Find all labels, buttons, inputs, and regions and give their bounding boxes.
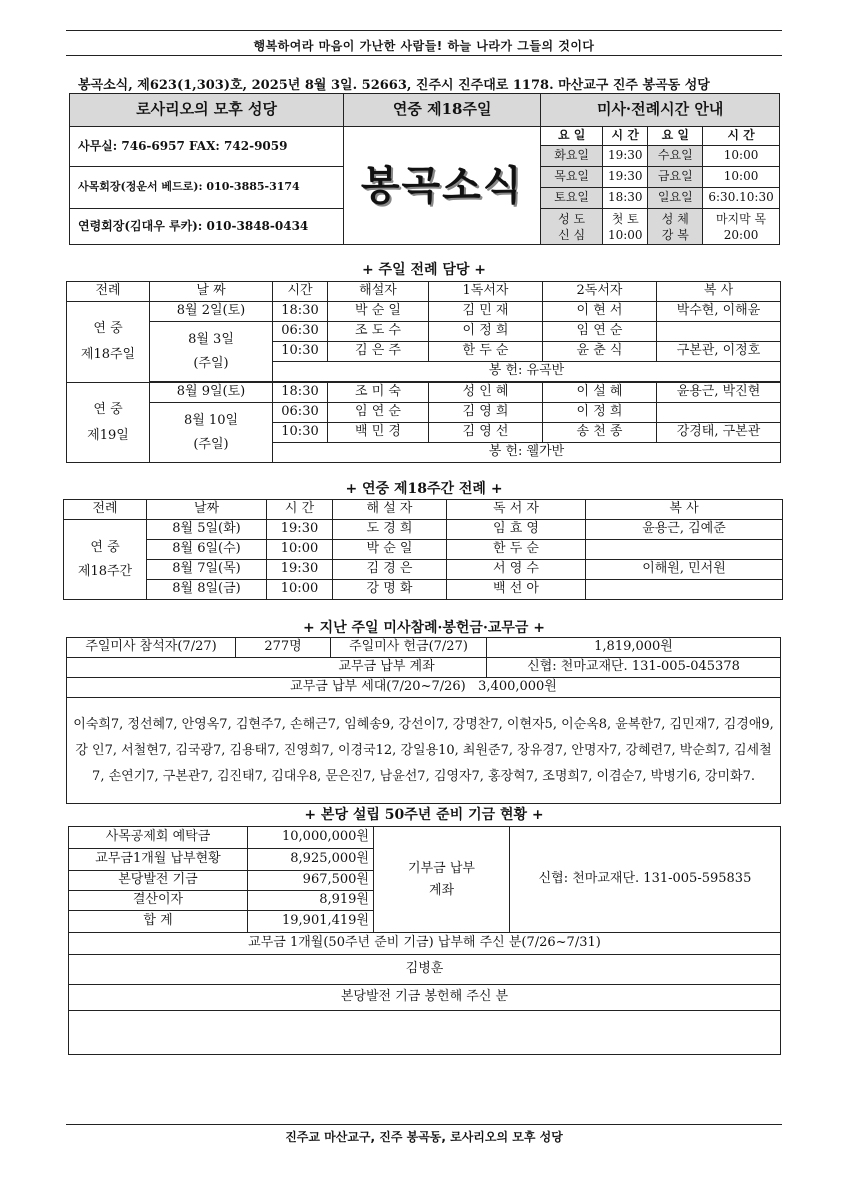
col-commentator: 해 설 자 bbox=[333, 500, 447, 520]
dues-account-label: 교무금 납부 계좌 bbox=[331, 658, 487, 678]
parish-name: 로사리오의 모후 성당 bbox=[70, 94, 344, 127]
time-cell: 10:30 bbox=[273, 423, 328, 443]
server-cell bbox=[586, 540, 783, 560]
liturgy-line: 제18주간 bbox=[77, 563, 133, 579]
schedule-head-2: 요 일 bbox=[648, 127, 703, 146]
fund-item-label: 교무금1개월 납부현황 bbox=[69, 849, 248, 871]
date-cell bbox=[150, 322, 273, 382]
date-cell: 8월 5일(화) bbox=[147, 520, 267, 540]
server-cell bbox=[657, 322, 781, 342]
col-server: 복 사 bbox=[657, 282, 781, 302]
schedule-time: 10:00 bbox=[703, 146, 780, 167]
liturgy-line: 연 중 bbox=[90, 539, 120, 555]
month-dues-names: 김병훈 bbox=[69, 955, 781, 985]
date-cell: 8월 9일(토) bbox=[150, 383, 273, 403]
reader1-cell: 이 정 희 bbox=[429, 322, 543, 342]
fund-total-value: 19,901,419원 bbox=[248, 911, 374, 933]
schedule-day: 금요일 bbox=[648, 167, 703, 188]
commentator-cell: 강 명 화 bbox=[333, 580, 447, 600]
date-cell: 8월 8일(금) bbox=[147, 580, 267, 600]
schedule-time: 19:30 bbox=[602, 146, 648, 167]
schedule-head-3: 시 간 bbox=[703, 127, 780, 146]
reader-cell: 서 영 수 bbox=[447, 560, 586, 580]
schedule-time: 10:00 bbox=[703, 167, 780, 188]
benediction-line: 마지막 목 bbox=[715, 211, 767, 226]
holy-hour-line: 10:00 bbox=[607, 227, 643, 242]
sunday-section-title: + 주일 전례 담당 + bbox=[361, 262, 487, 278]
schedule-day: 화요일 bbox=[541, 146, 603, 167]
date-line: 8월 10일 bbox=[183, 412, 239, 428]
schedule-day: 목요일 bbox=[541, 167, 603, 188]
reader1-cell: 김 영 선 bbox=[429, 423, 543, 443]
col-time: 시 간 bbox=[267, 500, 333, 520]
reader1-cell: 성 인 혜 bbox=[429, 383, 543, 403]
col-date: 날 짜 bbox=[150, 282, 273, 302]
newsletter-title-text: 봉곡소식 bbox=[360, 161, 524, 209]
liturgy-label bbox=[67, 383, 150, 463]
header-table bbox=[69, 93, 780, 245]
server-cell: 윤용근, 박진현 bbox=[657, 383, 781, 403]
fund-item-label: 결산이자 bbox=[69, 891, 248, 911]
server-cell bbox=[586, 580, 783, 600]
server-cell bbox=[657, 403, 781, 423]
time-cell: 10:30 bbox=[273, 342, 328, 362]
date-cell: 8월 2일(토) bbox=[150, 302, 273, 322]
holy-hour-label bbox=[541, 209, 603, 245]
month-dues-title: 교무금 1개월(50주년 준비 기금) 납부해 주신 분(7/26~7/31) bbox=[69, 933, 781, 955]
attendance-label: 주일미사 참석자(7/27) bbox=[67, 638, 236, 658]
donate-line: 기부금 납부 bbox=[408, 860, 475, 876]
fund-item-value: 8,919원 bbox=[248, 891, 374, 911]
attend-section-title: + 지난 주일 미사참례·봉헌금·교무금 + bbox=[302, 620, 546, 636]
dev-fund-title: 본당발전 기금 봉헌해 주신 분 bbox=[69, 985, 781, 1011]
dues-account-value: 신협: 천마교재단. 131-005-045378 bbox=[487, 658, 781, 678]
dues-households-value: 3,400,000원 bbox=[478, 679, 557, 695]
col-time: 시간 bbox=[273, 282, 328, 302]
commentator-cell: 박 순 일 bbox=[333, 540, 447, 560]
holy-hour-line: 성 도 bbox=[558, 211, 586, 226]
donate-line: 계좌 bbox=[428, 882, 455, 898]
benediction-time bbox=[703, 209, 780, 245]
top-rule bbox=[66, 30, 782, 31]
fund-total-label: 합 계 bbox=[69, 911, 248, 933]
reader-cell: 임 효 영 bbox=[447, 520, 586, 540]
liturgy-line: 제18주일 bbox=[80, 347, 136, 362]
fund-item-value: 967,500원 bbox=[248, 871, 374, 891]
time-cell: 19:30 bbox=[267, 520, 333, 540]
commentator-cell: 조 미 숙 bbox=[328, 383, 429, 403]
newsletter-title bbox=[344, 127, 541, 245]
date-cell: 8월 6일(수) bbox=[147, 540, 267, 560]
fund-section-title: + 본당 설립 50주년 준비 기금 현황 + bbox=[304, 807, 544, 823]
commentator-cell: 조 도 수 bbox=[328, 322, 429, 342]
server-cell: 이해원, 민서원 bbox=[586, 560, 783, 580]
col-reader2: 2독서자 bbox=[543, 282, 657, 302]
commentator-cell: 임 연 순 bbox=[328, 403, 429, 423]
dues-names: 이숙희7, 정선혜7, 안영옥7, 김현주7, 손해근7, 임혜송9, 강선이7, 강명찬7, 이현자5, 이순옥8, 윤복한7, 김민재7, 김경애9, 강 인7, 서철현7, 김국광7, 김용태7, 진영희7, 이경국12, 강일용10, 최원준7, 장유경7, 안명자7, 강혜련7, 박순희7, 김세철7, 손연기7, 구본관7, 김진태7, 김대우8, 문은진7, 남윤선7, 김영자7, 홍장혁7, 조명희7, 이겸순7, 박병기6, 강미화7. bbox=[67, 698, 781, 804]
date-cell bbox=[150, 403, 273, 463]
holy-hour-time bbox=[602, 209, 648, 245]
reader-cell: 한 두 순 bbox=[447, 540, 586, 560]
time-cell: 18:30 bbox=[273, 302, 328, 322]
sunday-table bbox=[66, 281, 781, 463]
holy-hour-line: 신 심 bbox=[558, 227, 586, 242]
date-cell: 8월 7일(목) bbox=[147, 560, 267, 580]
time-cell: 10:00 bbox=[267, 540, 333, 560]
server-cell: 윤용근, 김예준 bbox=[586, 520, 783, 540]
schedule-day: 일요일 bbox=[648, 188, 703, 209]
schedule-time: 19:30 bbox=[602, 167, 648, 188]
weekday-section-title: + 연중 제18주간 전례 + bbox=[345, 481, 503, 497]
reader2-cell: 이 현 서 bbox=[543, 302, 657, 322]
reader1-cell: 한 두 순 bbox=[429, 342, 543, 362]
reader2-cell: 임 연 순 bbox=[543, 322, 657, 342]
office-phone: 사무실: 746-6957 FAX: 742-9059 bbox=[70, 127, 344, 167]
schedule-day: 수요일 bbox=[648, 146, 703, 167]
reader1-cell: 김 영 희 bbox=[429, 403, 543, 423]
senior-contact: 연령회장(김대우 루카): 010-3848-0434 bbox=[70, 209, 344, 245]
dev-fund-names bbox=[69, 1011, 781, 1055]
schedule-head-1: 시 간 bbox=[602, 127, 648, 146]
offering-label: 주일미사 헌금(7/27) bbox=[331, 638, 487, 658]
liturgy-line: 연 중 bbox=[93, 321, 123, 336]
reader-cell: 백 선 아 bbox=[447, 580, 586, 600]
col-liturgy: 전례 bbox=[67, 282, 150, 302]
liturgy-line: 제19일 bbox=[87, 427, 129, 443]
benediction-line: 강 복 bbox=[661, 227, 689, 242]
col-commentator: 해설자 bbox=[328, 282, 429, 302]
offertory-cell: 봉 헌: 웰가반 bbox=[273, 443, 781, 463]
server-cell: 구본관, 이정호 bbox=[657, 342, 781, 362]
motto-rule bbox=[66, 55, 782, 56]
server-cell: 박수현, 이해윤 bbox=[657, 302, 781, 322]
date-line: (주일) bbox=[193, 436, 229, 452]
liturgy-label bbox=[67, 302, 150, 383]
chair-contact: 사목회장(정운서 베드로): 010-3885-3174 bbox=[70, 167, 344, 209]
time-cell: 10:00 bbox=[267, 580, 333, 600]
mass-info-title: 미사·전례시간 안내 bbox=[541, 94, 780, 127]
reader2-cell: 송 천 종 bbox=[543, 423, 657, 443]
donate-account: 신협: 천마교재단. 131-005-595835 bbox=[510, 827, 781, 933]
schedule-time: 6:30.10:30 bbox=[703, 188, 780, 209]
col-date: 날짜 bbox=[147, 500, 267, 520]
footer-rule bbox=[66, 1124, 782, 1125]
attend-table bbox=[66, 637, 781, 804]
schedule-time: 18:30 bbox=[602, 188, 648, 209]
liturgy-line: 연 중 bbox=[93, 401, 123, 417]
week-name: 연중 제18주일 bbox=[344, 94, 541, 127]
fund-table bbox=[68, 826, 781, 1055]
reader2-cell: 이 설 혜 bbox=[543, 383, 657, 403]
fund-item-label: 사목공제회 예탁금 bbox=[69, 827, 248, 849]
footer: 진주교 마산교구, 진주 봉곡동, 로사리오의 모후 성당 bbox=[285, 1130, 563, 1144]
reader2-cell: 윤 춘 식 bbox=[543, 342, 657, 362]
offering-value: 1,819,000원 bbox=[487, 638, 781, 658]
col-liturgy: 전례 bbox=[64, 500, 147, 520]
motto: 행복하여라 마음이 가난한 사람들! 하늘 나라가 그들의 것이다 bbox=[253, 39, 595, 53]
col-reader1: 1독서자 bbox=[429, 282, 543, 302]
server-cell: 강경태, 구본관 bbox=[657, 423, 781, 443]
issue-info: 봉곡소식, 제623(1,303)호, 2025년 8월 3일. 52663, 진주시 진주대로 1178. 마산교구 진주 봉곡동 성당 bbox=[78, 78, 710, 93]
col-reader: 독 서 자 bbox=[447, 500, 586, 520]
fund-item-label: 본당발전 기금 bbox=[69, 871, 248, 891]
time-cell: 06:30 bbox=[273, 322, 328, 342]
reader2-cell: 이 정 희 bbox=[543, 403, 657, 423]
date-line: 8월 3일 bbox=[188, 331, 234, 347]
fund-item-value: 8,925,000원 bbox=[248, 849, 374, 871]
attendance-value: 277명 bbox=[236, 638, 331, 658]
time-cell: 19:30 bbox=[267, 560, 333, 580]
reader1-cell: 김 민 재 bbox=[429, 302, 543, 322]
benediction-label bbox=[648, 209, 703, 245]
commentator-cell: 백 민 경 bbox=[328, 423, 429, 443]
donate-label bbox=[374, 827, 510, 933]
benediction-line: 성 체 bbox=[661, 211, 689, 226]
liturgy-label bbox=[64, 520, 147, 600]
col-server: 복 사 bbox=[586, 500, 783, 520]
date-line: (주일) bbox=[193, 355, 229, 371]
commentator-cell: 도 경 희 bbox=[333, 520, 447, 540]
benediction-line: 20:00 bbox=[723, 227, 759, 242]
commentator-cell: 김 은 주 bbox=[328, 342, 429, 362]
dues-households bbox=[67, 678, 781, 698]
schedule-head-0: 요 일 bbox=[541, 127, 603, 146]
commentator-cell: 박 순 일 bbox=[328, 302, 429, 322]
dues-households-label: 교무금 납부 세대(7/20~7/26) bbox=[290, 679, 466, 695]
holy-hour-line: 첫 토 bbox=[611, 211, 639, 226]
offertory-cell: 봉 헌: 유곡반 bbox=[273, 362, 781, 382]
commentator-cell: 김 경 은 bbox=[333, 560, 447, 580]
time-cell: 18:30 bbox=[273, 383, 328, 403]
fund-item-value: 10,000,000원 bbox=[248, 827, 374, 849]
time-cell: 06:30 bbox=[273, 403, 328, 423]
weekday-table bbox=[63, 499, 783, 600]
schedule-day: 토요일 bbox=[541, 188, 603, 209]
